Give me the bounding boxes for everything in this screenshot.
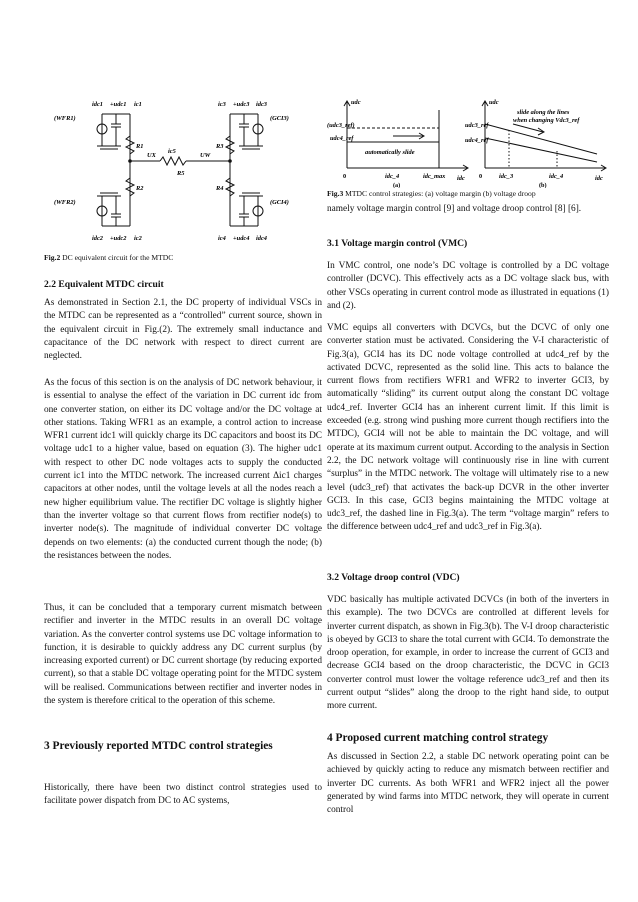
fig3-svg (327, 96, 609, 188)
fig3b-yaxis: udc (489, 99, 499, 106)
fig2-circuit (50, 96, 320, 248)
fig3b-note2: when changing Vdc3_ref (513, 117, 580, 124)
left-paragraph-1: As demonstrated in Section 2.1, the DC property of individual VSCs in the MTDC can be represented as a “controlled” current source, shown in the equivalent circuit in Fig.(2). The extremely small inductance and capacitance of the DC network with respect to direct current are neglected. (44, 298, 322, 362)
label-r5: R5 (177, 170, 185, 177)
label-gci4: (GCI4) (270, 199, 289, 206)
fig2-caption-text: DC equivalent circuit for the MTDC (60, 253, 174, 262)
label-ic5: ic5 (168, 148, 176, 155)
right-paragraph-4: As discussed in Section 2.2, a stable DC network operating point can be achieved by quickly acting to reduce any mismatch between rectifier and inverter DC currents. As both WFR1 and WFR2 inject all the power generated by wind farms into MTDC network, they will operate in current control (327, 752, 609, 816)
right-paragraph-3: VDC basically has multiple activated DCVCs (in both of the inverters in this example). The two DCVCs are controlled at different levels for inverter current dispatch, as shown in Fig.3(b). The V-I droop characteristic is obeyed by GCI3 to share the total current with GCI4. To demonstrate the droop operation, for example, in order to increase the current of GCI3 and decrease GCI4 based on the droop characteristic, the DCVC in GCI3 converter control must lower the voltage reference udc3_ref and then its current output “slides” along the droop to the right hand side, to output more current. (327, 595, 609, 712)
heading-2-2: 2.2 Equivalent MTDC circuit (44, 279, 164, 290)
label-gci3: (GCI3) (270, 115, 289, 122)
label-ic4: ic4 (218, 235, 226, 242)
fig3b-ref4: udc4_ref (465, 137, 489, 144)
right-paragraph-0: namely voltage margin control [9] and voltage droop control [8] [6]. (327, 204, 582, 214)
label-udc3: +udc3 (233, 101, 250, 108)
label-ic2: ic2 (134, 235, 142, 242)
label-idc1: idc1 (92, 101, 104, 108)
fig3a-ref4: udc4_ref (330, 135, 354, 142)
label-r2: R2 (136, 185, 144, 192)
label-idc4: idc4 (256, 235, 268, 242)
fig2-svg (50, 96, 320, 248)
fig3b-xaxis: idc (595, 175, 603, 182)
fig3b-sub: (b) (539, 182, 547, 188)
label-udc1: +udc1 (110, 101, 127, 108)
heading-3-1: 3.1 Voltage margin control (VMC) (327, 238, 468, 249)
fig3a-origin: 0 (343, 173, 347, 180)
label-ic3: ic3 (218, 101, 226, 108)
fig3a-xaxis: idc (457, 175, 465, 182)
fig2-caption-label: Fig.2 (44, 253, 61, 262)
fig2-caption (44, 253, 314, 262)
label-udc4: +udc4 (233, 235, 250, 242)
left-paragraph-4: Historically, there have been two distinct control strategies used to facilitate power dispatch from DC to AC systems, (44, 783, 322, 807)
left-paragraph-3: Thus, it can be concluded that a temporary current mismatch between rectifier and inverter in the MTDC results in an overall DC voltage variation. As the converter control systems use DC voltage information to function, it is desirable to quickly address any DC current surplus (by increasing exported current) or DC current shortage (by reducing exported current), so that a stable DC voltage operating point for the MTDC system will be realised. Communications between rectifier and inverter nodes in the system is therefore critical to the operation of this scheme. (44, 603, 322, 707)
label-udc2: +udc2 (110, 235, 127, 242)
label-wfr1: (WFR1) (54, 115, 76, 122)
fig3b-origin: 0 (479, 173, 483, 180)
label-r1: R1 (136, 143, 144, 150)
heading-3: 3 Previously reported MTDC control strategies (44, 740, 273, 752)
label-idc2: idc2 (92, 235, 104, 242)
label-ux: UX (147, 152, 156, 159)
fig3-caption-text: MTDC control strategies: (a) voltage margin (b) voltage droop (343, 189, 536, 198)
fig3a-ic4: idc_4 (385, 173, 400, 180)
label-r4: R4 (216, 185, 224, 192)
fig3a-yaxis: udc (351, 99, 361, 106)
heading-4: 4 Proposed current matching control strategy (327, 732, 549, 744)
label-wfr2: (WFR2) (54, 199, 76, 206)
fig3a-sub: (a) (393, 182, 401, 188)
right-paragraph-2: VMC equips all converters with DCVCs, but the DCVC of only one converter station must be activated. Considering the V-I characteristic of Fig.3(a), GCI4 has its DC node voltage controlled at udc4_ref by the activated DCVC, represented as the solid line. This acts to balance the current flows from rectifiers WFR1 and WFR2 to inverter GCI3, by automatically “sliding” its current output along the constant DC voltage udc4_ref. Inverter GCI4 has an inherent current limit. If this limit is exceeded (e.g. strong wind pushing more current though rectifiers into the MTDC), GCI4 will not be able to maintain the DC voltage, and will operate at its maximum current output. According to the analysis in Section 2.2, the DC network voltage will continuously rise in line with current “surplus” in the MTDC network. The voltage will ultimately rise to a new level (udc3_ref) that activates the back-up DCVR in the other inverter GCI3. In this case, GCI3 begins maintaining the MTDC voltage at udc3_ref, the dashed line in Fig.3(a). The term “voltage margin” refers to the difference between udc4_ref and udc3_ref in Fig.3(a). (327, 323, 609, 533)
fig3b-ic3: idc_3 (499, 173, 514, 180)
fig3-plots (327, 96, 609, 188)
heading-3-2: 3.2 Voltage droop control (VDC) (327, 572, 460, 583)
fig3a-ref3: (udc3_ref) (327, 122, 355, 129)
fig3-caption (327, 189, 609, 198)
label-r3: R3 (216, 143, 224, 150)
left-paragraph-2: As the focus of this section is on the analysis of DC network behaviour, it is essential to analyse the effect of the variation in DC current idc from one converter station, on either its DC voltage and/or the DC voltage at other stations. Taking WFR1 as an example, a control action to increase WFR1 current idc1 will quickly charge its DC capacitors and boost its DC voltage udc1 to a higher value, based on equation (3). The higher udc1 with respect to other DC node voltages acts to supply the conducted current ic1 into the MTDC network. The increased current Δic1 charges capacitors at other nodes, until the voltage levels at all the nodes reach a new higher equilibrium value. The rectifier DC voltage is slightly higher than the inverter voltage so that current flows from rectifier node(s) to inverter node(s). The magnitude of individual converter DC voltage depends on two elements: (a) the conducted current though the node; (b) the resistances between the nodes. (44, 378, 322, 561)
fig3a-imax: idc_max (423, 173, 446, 180)
fig3b-note1: slide along the lines (517, 109, 570, 116)
fig3a-slide: automatically slide (365, 149, 415, 156)
right-paragraph-1: In VMC control, one node’s DC voltage is controlled by a DC voltage controller (DCVC). This effectively acts as a DC voltage slack bus, with other VSCs operating in current control mode as illustrated in equations (1) and (2). (327, 261, 609, 311)
fig3b-ref3: udc3_ref (465, 122, 489, 129)
label-ic1: ic1 (134, 101, 142, 108)
fig3-caption-label: Fig.3 (327, 189, 344, 198)
label-uw: UW (200, 152, 211, 159)
label-idc3: idc3 (256, 101, 268, 108)
fig3b-ic4: idc_4 (549, 173, 564, 180)
